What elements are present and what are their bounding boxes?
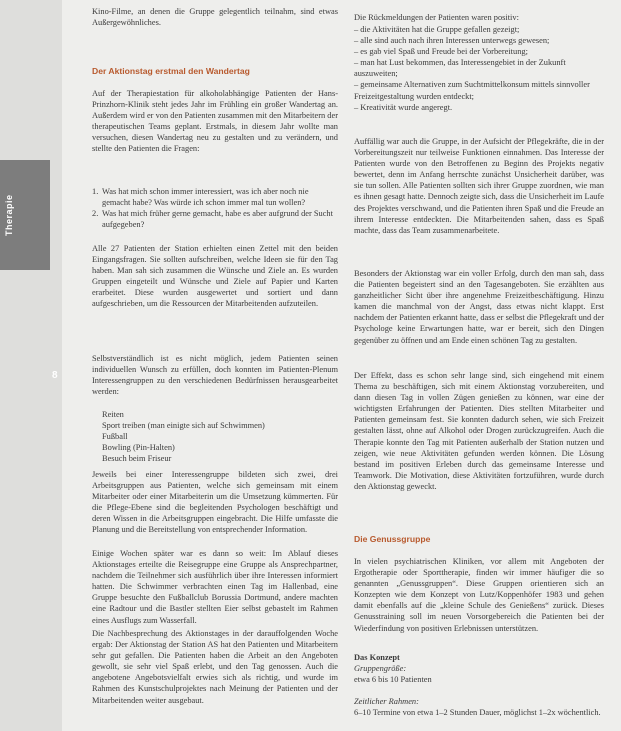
feedback-item: – es gab viel Spaß und Freude bei der Vorbereitung; bbox=[354, 46, 604, 57]
paragraph-interest-groups: Selbstverständlich ist es nicht möglich, jedem Patienten seinen individuellen Wunsch zu erfüllen, doch konnten im Patienten-Plenum Interessengruppen zu den verschiedenen Bedürfnissen herausgearbeitet werden: bbox=[92, 354, 338, 397]
feedback-item: – Kreativität wurde angeregt. bbox=[354, 102, 604, 113]
paragraph-planning: Alle 27 Patienten der Station erhielten einen Zettel mit den beiden Eingangsfragen. Sie sollten aufschreiben, welche Ideen sie für den Tag haben. Man sah sich zusammen die Wünsche und Ziele an. Es wurden Gruppen eingeteilt und Wünsche und Ziele auf Papier und Karten erarbeitet. Diese wurden ausgewertet und sortiert und dann aufgeschrieben, um die Ressourcen der Mitarbeitenden aufzuteilen. bbox=[92, 244, 338, 309]
question-number: 1. bbox=[92, 187, 99, 196]
paragraph-wandertag: Auf der Therapiestation für alkoholabhängige Patienten der Hans-Prinzhorn-Klinik steht jedes Jahr im Frühling ein großer Wandertag an. Außerdem wird er von den Patienten zusammen mit den Mitarbeitern der therapeutischen Teams geplant. Erstmals, in diesem Jahr wollte man versuchen, diesen Wandertag neu zu gestalten und zu verändern, und stellte den Patienten die Fragen: bbox=[92, 89, 338, 154]
question-item bbox=[92, 186, 338, 208]
concept-box-label2: Zeitlicher Rahmen: bbox=[354, 697, 419, 706]
paragraph-event-day: Einige Wochen später war es dann so weit: Im Ablauf dieses Aktionstages erteilte die Reisegruppe eine Gruppe als Ansprechpartner, nachdem die Teilnehmer sich ausführlich über ihre Interessen informiert hatten. Die Schwimmer verbrachten einen Tag im Hallenbad, eine Gruppe besuchte den Fußballclub Borussia Dortmund, andere machten eine Radtour und die Bastler stellten Eier selbst gebastelt im Rahmen eines Ausflugs zum Wasserfall. bbox=[92, 549, 338, 625]
paragraph-genussgruppe: In vielen psychiatrischen Kliniken, vor allem mit Angeboten der Ergotherapie oder Sporttherapie, finden wir immer häufiger die so genannten „Genussgruppen“. Diese Gruppen orientieren sich an Konzepten wie dem Konzept von Lutz/Koppenhöfer 1983 und gehen damit ebenfalls auf die „kleine Schule des Genießens“ zurück. Dieses Genusstraining soll im neuen Vorsorgebereich die Patienten bei der Wiederfindung von positiven Erlebnissen unterstützen. bbox=[354, 557, 604, 633]
concept-box-subtitle: Gruppengröße: bbox=[354, 664, 407, 673]
feedback-item: – man hat Lust bekommen, das Interessengebiet in der Zukunft auszuweiten; bbox=[354, 57, 604, 79]
page-number: 8 bbox=[52, 370, 58, 381]
paragraph-effect: Der Effekt, dass es schon sehr lange sind, sich eingehend mit einem Thema zu beschäftigen, sich mit einem Aktionstag vorzubereiten, und dann diesen Tag in vollen Zügen genießen zu können, war eine der wichtigsten Erfahrungen der Patienten. Dies stellten Mitarbeiter und Patienten gemeinsam fest. Sie konnten dadurch sehen, wie sich Freizeit gestalten lässt, ohne auf Alkohol oder Drogen zurückzugreifen. Auch die Therapie konnte den Tag mit Patienten außerhalb der Station nutzen und zeigen, wie neue Aktivitäten gefunden werden können. Die Lösung bestand im positiven Erleben durch das gemeinsame Interesse und Teamwork. Die Motivation, diese Aktivitäten fortzuführen, wurde durch den Aktionstag geweckt. bbox=[354, 371, 604, 491]
paragraph-observation: Auffällig war auch die Gruppe, in der Aufsicht der Pflegekräfte, die in der Vorbereitungszeit nur teilweise Funktionen einnahmen. Das Interesse der Patienten wurde von den Betroffenen zu Beginn des Projekts negativ bewertet, denn im Anfang herrschte zunächst Unsicherheit darüber, was sie tun sollen. Alle Patienten sollten sich ihrer Gruppe zuordnen, wie man es ihnen gesagt hatte. Dennoch zeigte sich, dass die Unsicherheit im Laufe des Projektes verschwand, und die Patienten ihren Spaß und die Freude an ihrem Interesse entdeckten. Die Mitarbeitenden sahen, dass es Spaß machte, dass das Team zusammenarbeitete. bbox=[354, 137, 605, 235]
interest-item: Bowling (Pin-Halten) bbox=[102, 443, 175, 453]
question-item bbox=[92, 208, 338, 230]
concept-box-line2: 6–10 Termine von etwa 1–2 Stunden Dauer, möglichst 1–2x wöchentlich. bbox=[354, 708, 601, 717]
paragraph-success: Besonders der Aktionstag war ein voller Erfolg, durch den man sah, dass die Patienten begeistert sind an den Tagesangeboten. Sie erzählten aus ganzheitlicher Sicht über ihre angenehme Freizeitbeschäftigung. Hinzu kamen die manchmal von der Angst, dass etwas nicht klappt. Erst nachdem der Patienten erkannt hatte, dass er selbst die Pflegekraft und der Psychologe keine Erwartungen hatte, war er bereit, sich den Dingen gegenüber zu öffnen und am Ende einen schönen Tag zu gestalten. bbox=[354, 269, 604, 345]
intro-paragraph: Kino-Filme, an denen die Gruppe gelegentlich teilnahm, sind etwas Außergewöhnliches. bbox=[92, 7, 338, 28]
page-sidebar bbox=[0, 0, 62, 731]
paragraph-debrief: Die Nachbesprechung des Aktionstages in der darauffolgenden Woche ergab: Der Aktionstag der Station AS hat den Patienten und Mitarbeitern sehr gut gefallen. Die Patienten haben die Arbeit an den Angeboten gewollt, sie sehr viel Spaß erlebt, und den Tag genossen. Auch die angebotene Angebotsvielfalt erwies sich als richtig, und wurde im Rahmen des Kunstschulprojektes nach Meinung der Patienten und der Mitarbeitenden weiter ausgebaut. bbox=[92, 629, 338, 705]
section-heading-aktionstag: Der Aktionstag erstmal den Wandertag bbox=[92, 66, 250, 76]
section-tab-label: Therapie bbox=[4, 194, 14, 236]
question-text: Was hat mich früher gerne gemacht, habe es aber aufgrund der Sucht aufgegeben? bbox=[102, 209, 333, 230]
feedback-intro: Die Rückmeldungen der Patienten waren positiv: bbox=[354, 13, 519, 22]
interest-item: Besuch beim Friseur bbox=[102, 454, 172, 464]
interest-item: Reiten bbox=[102, 410, 124, 419]
concept-box-line1: etwa 6 bis 10 Patienten bbox=[354, 675, 432, 684]
section-heading-genussgruppe: Die Genussgruppe bbox=[354, 534, 431, 544]
feedback-item: – alle sind auch nach ihren Interessen unterwegs gewesen; bbox=[354, 35, 604, 46]
interest-list bbox=[92, 409, 338, 464]
question-list bbox=[92, 186, 338, 230]
question-text: Was hat mich schon immer interessiert, was ich aber noch nie gemacht habe? Was würde ich schon immer mal tun wollen? bbox=[102, 187, 309, 208]
feedback-item: – gemeinsame Alternativen zum Suchtmittelkonsum mittels sinnvoller Freizeitgestaltung wurden entdeckt; bbox=[354, 79, 604, 101]
paragraph-working-groups: Jeweils bei einer Interessengruppe bildeten sich zwei, drei Arbeitsgruppen aus Patienten, welche sich gemeinsam mit einem Mitarbeiter oder einer Mitarbeiterin um die Umsetzung kümmerten. Für die Pflege-Ebene sind die begleitenden Psychologen beschäftigt und deren Wissen in die Arbeitsgruppen eingebracht. Die Hilfe umfasste die Planung und die Bereitstellung von entsprechender Information. bbox=[92, 470, 338, 535]
interest-item: Fußball bbox=[102, 432, 128, 442]
feedback-item: – die Aktivitäten hat die Gruppe gefallen gezeigt; bbox=[354, 24, 604, 35]
interest-item: Sport treiben (man einigte sich auf Schwimmen) bbox=[102, 421, 265, 431]
feedback-list bbox=[354, 24, 604, 113]
question-number: 2. bbox=[92, 209, 99, 219]
concept-box-title: Das Konzept bbox=[354, 653, 400, 662]
